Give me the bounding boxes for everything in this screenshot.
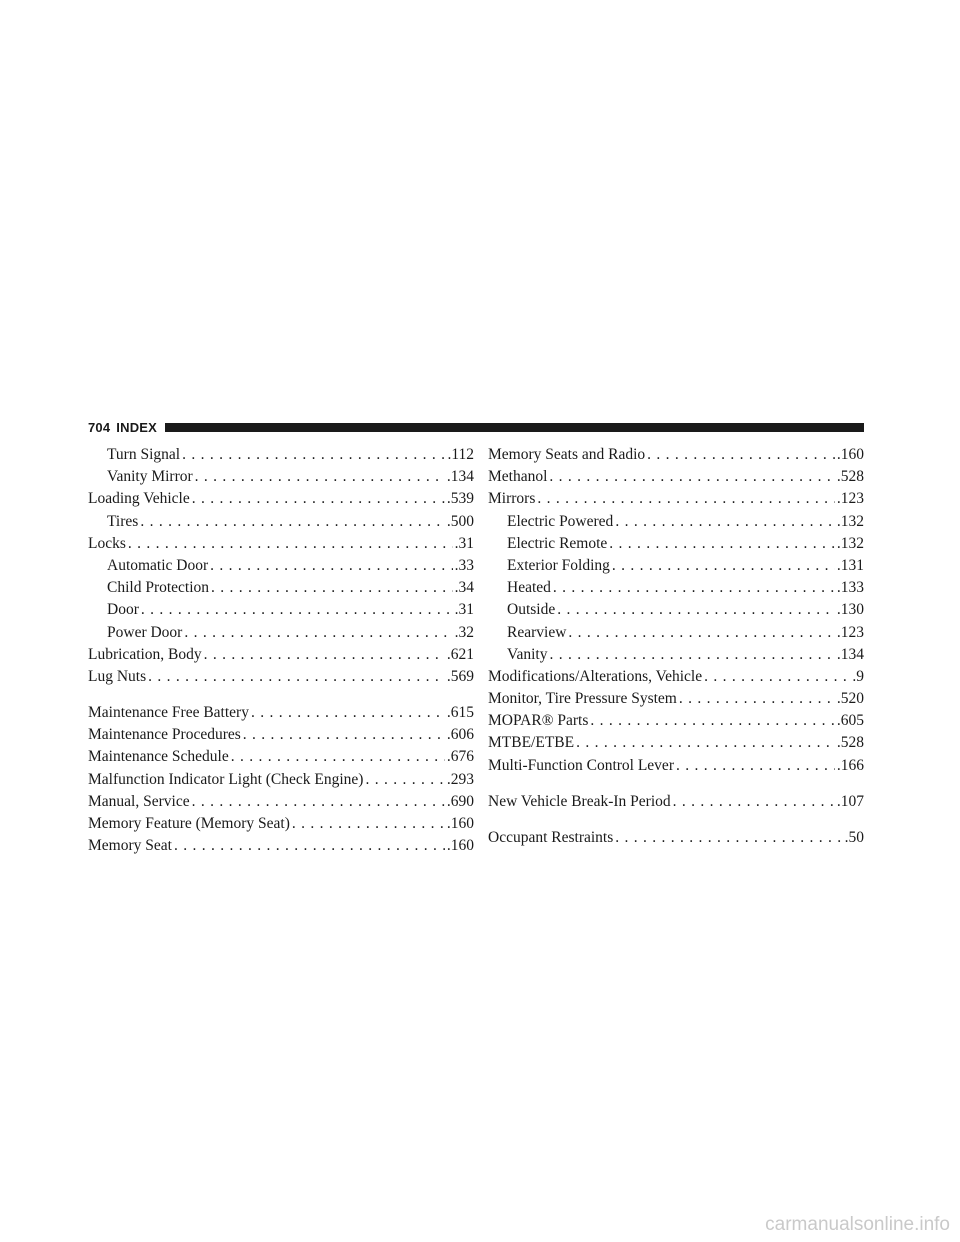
index-entry: [88, 666, 474, 688]
entry-label: Rearview: [507, 623, 567, 641]
entry-label: Methanol: [488, 468, 548, 486]
index-entry: [488, 488, 864, 510]
entry-page-number: .133: [836, 579, 864, 597]
entry-label: Vanity Mirror: [107, 468, 193, 486]
leader-dots: [615, 511, 835, 533]
entry-label: Lug Nuts: [88, 667, 147, 685]
index-entry: [88, 835, 474, 857]
header-rule: [165, 423, 864, 432]
index-entry: [88, 702, 474, 724]
leader-dots: [568, 622, 834, 644]
entry-label: Tires: [107, 512, 139, 530]
leader-dots: [210, 555, 452, 577]
entry-gap: [488, 813, 864, 827]
leader-dots: [549, 644, 834, 666]
entry-page-number: .123: [836, 623, 864, 641]
entry-page-number: .33: [454, 556, 474, 574]
entry-page-number: .31: [454, 534, 474, 552]
index-entry: [488, 791, 864, 813]
leader-dots: [557, 599, 835, 621]
leader-dots: [673, 791, 835, 813]
leader-dots: [365, 769, 444, 791]
entry-label: Occupant Restraints: [488, 829, 614, 846]
index-entry: [488, 710, 864, 732]
entry-page-number: .676: [446, 748, 474, 766]
entry-label: Power Door: [107, 623, 183, 641]
entry-page-number: .615: [446, 704, 474, 722]
index-entry: [488, 732, 864, 754]
entry-label: Maintenance Procedures: [88, 726, 241, 744]
leader-dots: [128, 533, 453, 555]
entry-label: Child Protection: [107, 579, 210, 597]
entry-gap: [88, 688, 474, 702]
entry-label: MTBE/ETBE: [488, 734, 575, 752]
entry-label: Vanity: [507, 645, 548, 663]
leader-dots: [195, 466, 445, 488]
index-subentry: [488, 644, 864, 666]
index-entry: [88, 724, 474, 746]
section-title: INDEX: [116, 419, 158, 435]
entry-label: Memory Seat: [88, 837, 172, 855]
entry-page-number: .621: [446, 645, 474, 663]
leader-dots: [243, 724, 445, 746]
entry-label: Electric Remote: [507, 534, 608, 552]
entry-page-number: .500: [446, 512, 474, 530]
entry-page-number: .123: [836, 490, 864, 508]
entry-page-number: .130: [836, 601, 864, 619]
index-entry: [488, 444, 864, 466]
entry-label: Manual, Service: [88, 792, 190, 810]
index-subentry: [488, 533, 864, 555]
entry-page-number: .160: [446, 815, 474, 832]
entry-page-number: .569: [446, 667, 474, 685]
entry-page-number: .131: [836, 556, 864, 574]
entry-label: Door: [107, 601, 139, 619]
entry-label: Heated: [507, 579, 551, 597]
leader-dots: [576, 732, 835, 754]
index-column-left: [88, 444, 474, 857]
index-subentry: [88, 511, 474, 533]
page-number: 704: [88, 419, 111, 435]
entry-page-number: .132: [836, 512, 864, 530]
entry-page-number: .134: [446, 468, 474, 486]
index-subentry: [88, 555, 474, 577]
entry-label: Electric Powered: [507, 512, 614, 530]
index-entry: [488, 827, 864, 849]
index-subentry: [488, 511, 864, 533]
entry-page-number: .9: [852, 667, 864, 685]
index-entry: [88, 813, 474, 835]
entry-label: Outside: [507, 601, 556, 619]
leader-dots: [184, 622, 452, 644]
index-entry: [88, 769, 474, 791]
entry-label: Turn Signal: [107, 446, 181, 463]
entry-page-number: .690: [446, 792, 474, 810]
leader-dots: [609, 533, 835, 555]
entry-label: Maintenance Free Battery: [88, 704, 249, 722]
entry-page-number: .605: [836, 712, 864, 730]
index-subentry: [88, 444, 474, 466]
index-entry: [88, 644, 474, 666]
entry-label: Automatic Door: [107, 556, 209, 574]
leader-dots: [192, 791, 445, 813]
index-entry: [488, 755, 864, 777]
index-subentry: [488, 622, 864, 644]
index-entry: [88, 488, 474, 510]
watermark: carmanualsonline.info: [765, 1214, 950, 1235]
entry-page-number: .134: [836, 645, 864, 663]
entry-label: Monitor, Tire Pressure System: [488, 690, 677, 708]
entry-page-number: .107: [836, 792, 864, 810]
index-subentry: [88, 466, 474, 488]
index-entry: [88, 533, 474, 555]
index-subentry: [488, 599, 864, 621]
entry-label: Malfunction Indicator Light (Check Engine): [88, 770, 364, 788]
index-subentry: [488, 577, 864, 599]
leader-dots: [679, 688, 835, 710]
entry-label: MOPAR® Parts: [488, 712, 589, 730]
leader-dots: [292, 813, 445, 835]
index-entry: [488, 466, 864, 488]
entry-page-number: .528: [836, 734, 864, 752]
entry-label: Memory Seats and Radio: [488, 446, 646, 463]
leader-dots: [615, 827, 842, 849]
entry-page-number: .293: [446, 770, 474, 788]
entry-label: Locks: [88, 534, 126, 552]
entry-label: Memory Feature (Memory Seat): [88, 815, 290, 832]
leader-dots: [647, 444, 835, 466]
entry-gap: [488, 777, 864, 791]
index-entry: [488, 688, 864, 710]
entry-page-number: .112: [447, 446, 474, 463]
leader-dots: [553, 577, 835, 599]
index-subentry: [488, 555, 864, 577]
index-entry: [88, 746, 474, 768]
index-entry: [488, 666, 864, 688]
entry-label: Exterior Folding: [507, 556, 610, 574]
entry-label: Multi-Function Control Lever: [488, 756, 674, 774]
leader-dots: [148, 666, 445, 688]
index-subentry: [88, 577, 474, 599]
entry-page-number: .166: [836, 756, 864, 774]
leader-dots: [204, 644, 445, 666]
index-subentry: [88, 622, 474, 644]
leader-dots: [231, 746, 445, 768]
entry-page-number: .606: [446, 726, 474, 744]
entry-label: Maintenance Schedule: [88, 748, 229, 766]
leader-dots: [182, 444, 445, 466]
entry-label: Lubrication, Body: [88, 645, 202, 663]
leader-dots: [590, 710, 835, 732]
entry-page-number: .520: [836, 690, 864, 708]
entry-page-number: .160: [446, 837, 474, 855]
entry-label: Mirrors: [488, 490, 536, 508]
entry-page-number: .31: [454, 601, 474, 619]
leader-dots: [676, 755, 835, 777]
running-header: [88, 417, 864, 437]
index-column-right: [488, 444, 864, 849]
leader-dots: [141, 599, 453, 621]
entry-page-number: .50: [844, 829, 864, 846]
leader-dots: [140, 511, 445, 533]
entry-page-number: .132: [836, 534, 864, 552]
entry-page-number: .32: [454, 623, 474, 641]
entry-page-number: .528: [836, 468, 864, 486]
leader-dots: [192, 488, 445, 510]
index-entry: [88, 791, 474, 813]
leader-dots: [211, 577, 453, 599]
entry-page-number: .539: [446, 490, 474, 508]
index-subentry: [88, 599, 474, 621]
entry-label: New Vehicle Break-In Period: [488, 792, 671, 810]
leader-dots: [549, 466, 834, 488]
leader-dots: [612, 555, 835, 577]
entry-label: Loading Vehicle: [88, 490, 190, 508]
leader-dots: [174, 835, 445, 857]
leader-dots: [251, 702, 445, 724]
entry-label: Modifications/Alterations, Vehicle: [488, 667, 703, 685]
entry-page-number: .34: [454, 579, 474, 597]
leader-dots: [537, 488, 835, 510]
entry-page-number: .160: [836, 446, 864, 463]
leader-dots: [704, 666, 850, 688]
